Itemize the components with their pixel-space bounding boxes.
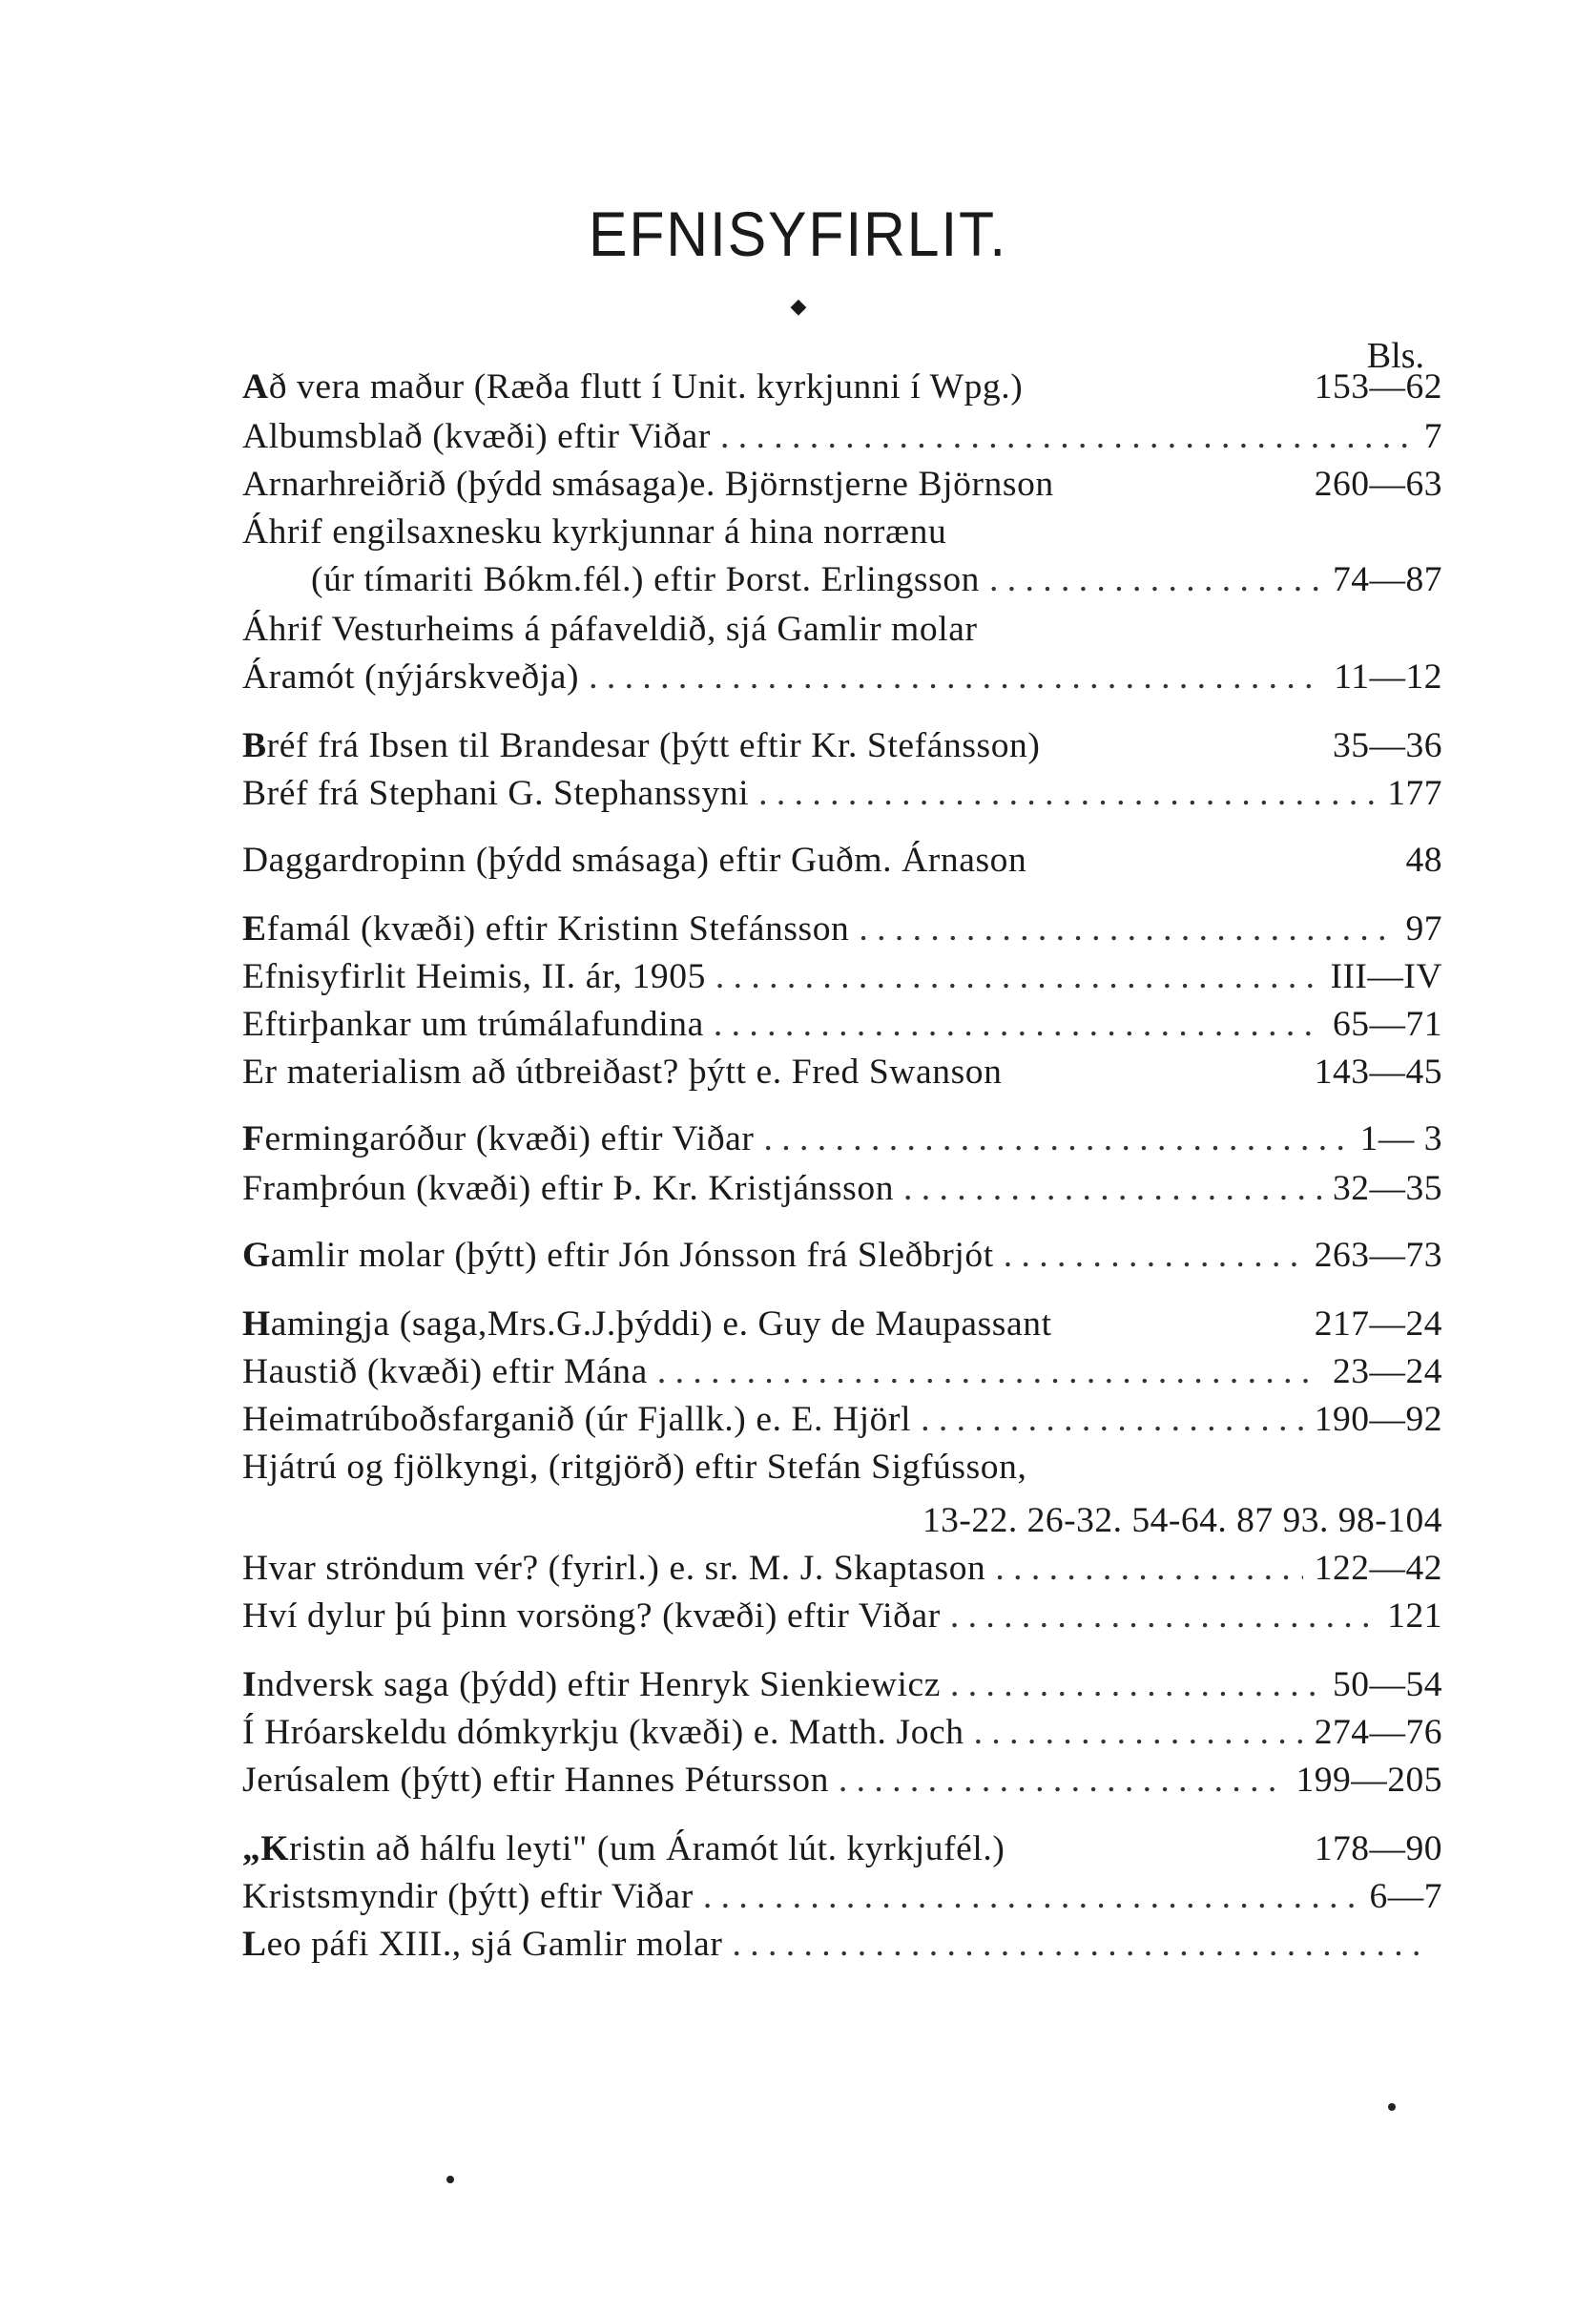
page-number: 13-22. 26-32. 54-64. 87 93. 98-104 xyxy=(922,1501,1442,1540)
entry-text: eo páfi XIII., sjá Gamlir molar xyxy=(266,1925,723,1964)
page-number: 48 xyxy=(1405,841,1442,880)
dot-leader xyxy=(903,1166,1321,1212)
entry-initial: G xyxy=(242,1236,271,1275)
dot-leader xyxy=(839,1758,1285,1804)
list-item xyxy=(242,607,1442,653)
entry-text: Áhrif engilsaxnesku kyrkjunnar á hina norrænu xyxy=(242,512,947,552)
entry-text: ð vera maður (Ræða flutt í Unit. kyrkjunni í Wpg.) xyxy=(268,367,1024,407)
entry-title xyxy=(242,1397,911,1443)
entry-text: famál (kvæði) eftir Kristinn Stefánsson xyxy=(266,909,850,949)
list-item xyxy=(242,838,1442,884)
dot-leader xyxy=(732,1922,1431,1968)
entry-title xyxy=(242,1874,694,1920)
list-item xyxy=(242,1546,1442,1592)
page-number: 177 xyxy=(1387,774,1442,813)
entry-initial: I xyxy=(242,1665,258,1704)
list-item xyxy=(242,1826,1442,1872)
entry-title xyxy=(242,414,711,460)
entry-text: amingja (saga,Mrs.G.J.þýddi) e. Guy de Maupassant xyxy=(270,1304,1052,1344)
page-number: 274—76 xyxy=(1314,1713,1442,1752)
entry-text: Hvar ströndum vér? (fyrirl.) e. sr. M. J. Skaptason xyxy=(242,1549,986,1588)
page-number: 190—92 xyxy=(1314,1400,1442,1439)
page-number: 143—45 xyxy=(1314,1053,1442,1092)
page-number: 263—73 xyxy=(1314,1236,1442,1275)
page-number: 23—24 xyxy=(1333,1352,1442,1391)
dot-leader xyxy=(657,1349,1321,1395)
page-title: EFNISYFIRLIT. xyxy=(589,198,1007,269)
entry-text: Hjátrú og fjölkyngi, (ritgjörð) eftir Stefán Sigfússon, xyxy=(242,1448,1027,1487)
list-item xyxy=(242,954,1442,1000)
list-item xyxy=(242,771,1442,817)
entry-text: Efnisyfirlit Heimis, II. ár, 1905 xyxy=(242,957,706,996)
entry-initial: H xyxy=(242,1304,271,1344)
entry-text: Er materialism að útbreiðast? þýtt e. Fred Swanson xyxy=(242,1053,1003,1092)
page-number: 199—205 xyxy=(1295,1761,1442,1800)
dot-leader xyxy=(764,1116,1349,1162)
list-item xyxy=(242,1002,1442,1048)
ornament-icon: ◆ xyxy=(790,294,807,318)
entry-text: Eftirþankar um trúmálafundina xyxy=(242,1005,704,1044)
dot-leader xyxy=(715,954,1319,1000)
list-item xyxy=(242,1349,1442,1395)
dot-leader xyxy=(714,1002,1321,1048)
dot-leader xyxy=(995,1546,1302,1592)
entry-initial: B xyxy=(242,726,267,765)
page-number: 122—42 xyxy=(1314,1549,1442,1588)
page-number: 1— 3 xyxy=(1359,1119,1442,1158)
entry-text: Heimatrúboðsfarganið (úr Fjallk.) e. E. Hjörl xyxy=(242,1400,912,1439)
dot-leader xyxy=(703,1874,1358,1920)
entry-initial: „K xyxy=(242,1829,290,1868)
entry-text: Arnarhreiðrið (þýdd smásaga)e. Björnstjerne Björnson xyxy=(242,465,1054,504)
page-number: III—IV xyxy=(1330,957,1442,996)
entry-title xyxy=(242,954,706,1000)
list-item xyxy=(242,1445,1442,1491)
page-number: 260—63 xyxy=(1314,465,1442,504)
entry-text: Hví dylur þú þinn vorsöng? (kvæði) eftir Viðar xyxy=(242,1596,941,1636)
list-item xyxy=(242,557,1442,603)
entry-title xyxy=(242,557,980,603)
list-item xyxy=(242,1758,1442,1804)
entry-title xyxy=(242,1594,941,1639)
dot-leader xyxy=(950,1594,1376,1639)
page-number: 11—12 xyxy=(1334,657,1442,697)
entry-title xyxy=(242,907,849,952)
entry-title xyxy=(242,1002,704,1048)
entry-title xyxy=(242,1826,1005,1872)
entry-text: ndversk saga (þýdd) eftir Henryk Sienkiewicz xyxy=(257,1665,942,1704)
entry-initial: L xyxy=(242,1925,267,1964)
entry-text: Kristsmyndir (þýtt) eftir Viðar xyxy=(242,1877,694,1916)
dot-leader xyxy=(589,655,1322,700)
entry-text: Áramót (nýjárskveðja) xyxy=(242,657,580,697)
dot-leader xyxy=(720,414,1413,460)
entry-title xyxy=(242,723,1041,769)
dot-leader xyxy=(1004,1233,1303,1279)
page-number: 217—24 xyxy=(1314,1304,1442,1344)
list-item xyxy=(242,1116,1442,1162)
entry-title xyxy=(242,510,946,555)
list-item xyxy=(242,1302,1442,1347)
entry-title xyxy=(242,365,1023,410)
page-number: 6—7 xyxy=(1369,1877,1442,1916)
entry-text: Jerúsalem (þýtt) eftir Hannes Pétursson xyxy=(242,1761,829,1800)
list-item xyxy=(242,1594,1442,1639)
list-item xyxy=(242,1050,1442,1095)
list-item xyxy=(242,1233,1442,1279)
entry-text: Albumsblað (kvæði) eftir Viðar xyxy=(242,417,712,456)
list-item xyxy=(242,723,1442,769)
entry-title xyxy=(242,1758,829,1804)
list-item xyxy=(242,655,1442,700)
page-number: 65—71 xyxy=(1333,1005,1442,1044)
entry-text: ristin að hálfu leyti" (um Áramót lút. kyrkjufél.) xyxy=(289,1829,1005,1868)
entry-title xyxy=(242,1546,985,1592)
entry-title xyxy=(242,1166,894,1212)
list-item xyxy=(242,365,1442,410)
entry-text: Í Hróarskeldu dómkyrkju (kvæði) e. Matth. Joch xyxy=(242,1713,964,1752)
entry-text: Áhrif Vesturheims á páfaveldið, sjá Gamlir molar xyxy=(242,610,978,649)
page-number: 32—35 xyxy=(1333,1169,1442,1208)
list-item xyxy=(242,1710,1442,1756)
page-number: 7 xyxy=(1423,417,1442,456)
speck-mark xyxy=(1388,2103,1396,2111)
page-column-label: Bls. xyxy=(1366,336,1424,376)
entry-title xyxy=(242,838,1026,884)
page-number: 74—87 xyxy=(1333,560,1442,599)
dot-leader xyxy=(989,557,1321,603)
list-item xyxy=(242,510,1442,555)
dot-leader xyxy=(974,1710,1303,1756)
entry-text: ermingaróður (kvæði) eftir Viðar xyxy=(264,1119,755,1158)
entry-title xyxy=(242,607,978,653)
page-number: 35—36 xyxy=(1333,726,1442,765)
list-item xyxy=(242,1662,1442,1708)
entry-title xyxy=(242,1116,755,1162)
entry-initial: A xyxy=(242,367,269,407)
dot-leader xyxy=(950,1662,1321,1708)
entry-text: (úr tímariti Bókm.fél.) eftir Þorst. Erlingsson xyxy=(311,560,981,599)
entry-text: amlir molar (þýtt) eftir Jón Jónsson frá Sleðbrjót xyxy=(270,1236,994,1275)
page-number: 153—62 xyxy=(1314,367,1442,407)
entry-text: Haustið (kvæði) eftir Mána xyxy=(242,1352,648,1391)
entry-initial: F xyxy=(242,1119,265,1158)
entry-title xyxy=(242,1302,1052,1347)
page-number: 50—54 xyxy=(1333,1665,1442,1704)
entry-title xyxy=(242,1050,1002,1095)
entry-title xyxy=(242,1349,648,1395)
entry-title xyxy=(242,1922,722,1968)
page-number: 121 xyxy=(1387,1596,1442,1636)
entry-text: Framþróun (kvæði) eftir Þ. Kr. Kristjánsson xyxy=(242,1169,895,1208)
page-number: 178—90 xyxy=(1314,1829,1442,1868)
list-item xyxy=(242,1874,1442,1920)
entry-title xyxy=(242,771,749,817)
list-item xyxy=(242,1922,1442,1968)
dot-leader xyxy=(758,771,1376,817)
page-number: 97 xyxy=(1405,909,1442,949)
entry-text: Bréf frá Stephani G. Stephanssyni xyxy=(242,774,750,813)
list-item xyxy=(242,1397,1442,1443)
entry-title xyxy=(242,1445,1026,1491)
entry-initial: E xyxy=(242,909,267,949)
list-item xyxy=(242,907,1442,952)
dot-leader xyxy=(921,1397,1303,1443)
dot-leader xyxy=(859,907,1394,952)
speck-mark xyxy=(446,2176,454,2183)
entry-text: Daggardropinn (þýdd smásaga) eftir Guðm. Árnason xyxy=(242,841,1027,880)
list-item xyxy=(242,1498,1442,1544)
entry-title xyxy=(242,1710,964,1756)
entry-title xyxy=(242,462,1054,508)
list-item xyxy=(242,414,1442,460)
entry-title xyxy=(242,655,579,700)
list-item xyxy=(242,462,1442,508)
entry-title xyxy=(242,1233,994,1279)
entry-text: réf frá Ibsen til Brandesar (þýtt eftir Kr. Stefánsson) xyxy=(266,726,1041,765)
list-item xyxy=(242,1166,1442,1212)
entry-title xyxy=(242,1662,941,1708)
